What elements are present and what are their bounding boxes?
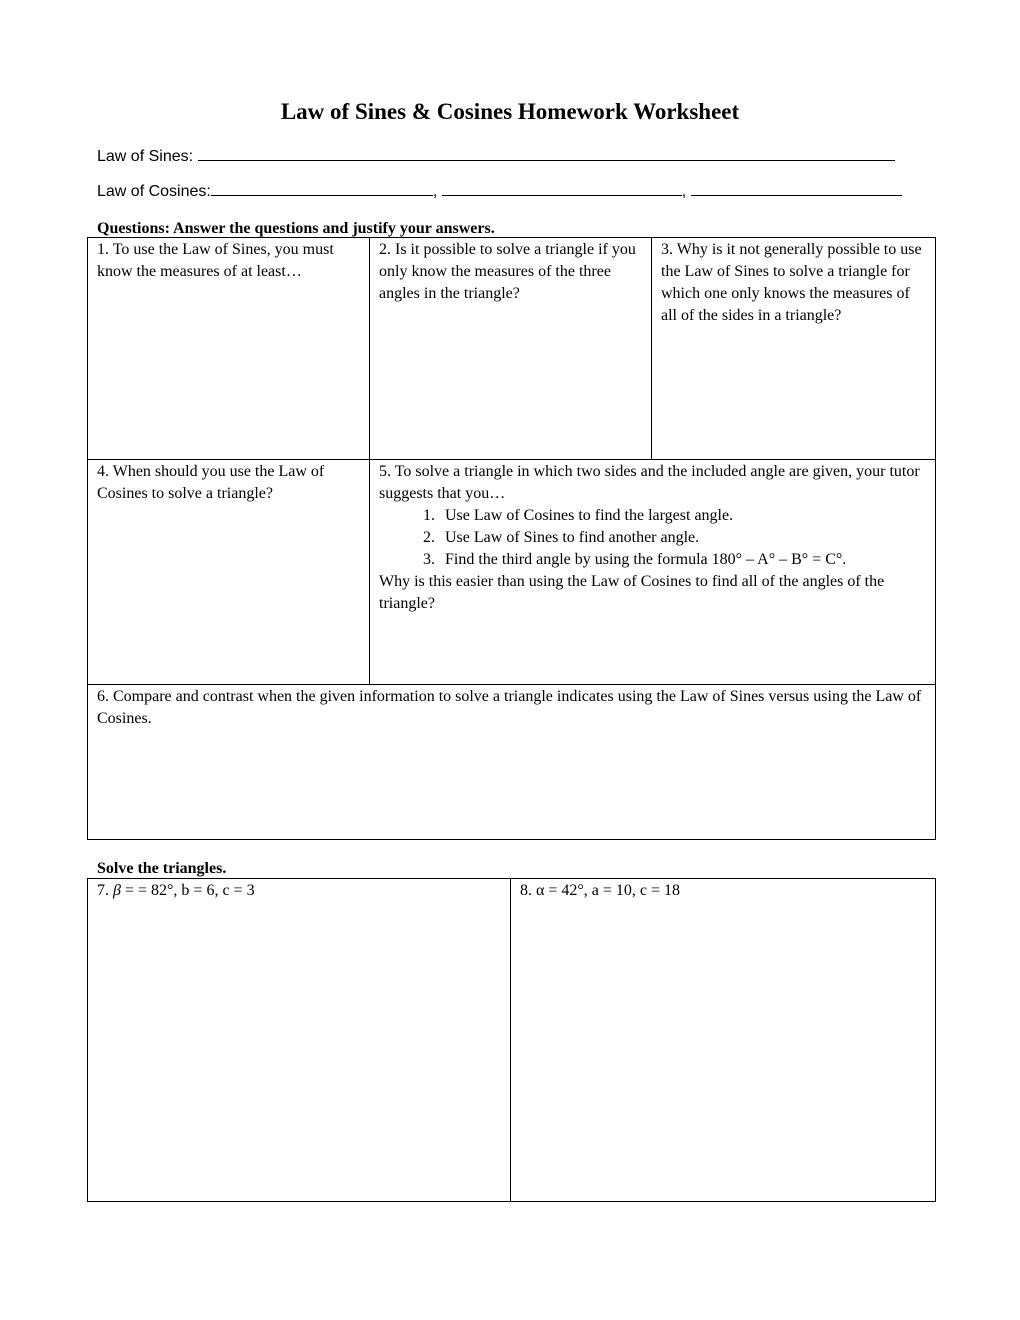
question-5-steps	[379, 505, 926, 571]
questions-table	[87, 237, 936, 840]
law-of-cosines-blank-1[interactable]	[211, 180, 433, 196]
law-of-cosines-blank-2[interactable]	[442, 180, 682, 196]
question-5-intro: 5. To solve a triangle in which two sides and the included angle are given, your tutor suggests that you…	[379, 463, 920, 502]
law-of-sines-blank[interactable]	[198, 145, 895, 161]
question-4-text: 4. When should you use the Law of Cosines to solve a triangle?	[97, 463, 325, 502]
law-of-cosines-separator: ,	[432, 183, 442, 200]
question-3-cell[interactable]	[652, 238, 936, 460]
question-5-step: 2. Use Law of Sines to find another angle.	[439, 527, 926, 549]
law-of-sines-label: Law of Sines:	[97, 148, 198, 165]
question-4-cell[interactable]	[88, 460, 370, 685]
problem-7-number: 7.	[97, 882, 113, 899]
questions-row-2	[88, 460, 936, 685]
problem-8-cell[interactable]	[511, 879, 936, 1202]
law-of-cosines-separator: ,	[681, 183, 691, 200]
questions-heading: Questions: Answer the questions and justify your answers.	[97, 220, 495, 237]
problem-7-givens: = = 82°, b = 6, c = 3	[120, 882, 255, 899]
question-6-cell[interactable]	[88, 685, 936, 840]
worksheet-title: Law of Sines & Cosines Homework Worksheet	[280, 99, 740, 124]
beta-symbol: β	[113, 882, 121, 899]
question-6-text: 6. Compare and contrast when the given information to solve a triangle indicates using the Law of Sines versus using the Law of Cosines.	[97, 688, 922, 727]
question-3-text: 3. Why is it not generally possible to use the Law of Sines to solve a triangle for which one only knows the measures of all of the sides in a triangle?	[661, 241, 922, 324]
problem-7-cell[interactable]	[88, 879, 511, 1202]
law-of-cosines-line	[97, 180, 902, 202]
question-5-step: 1. Use Law of Cosines to find the largest angle.	[439, 505, 926, 527]
problem-8-text: 8. α = 42°, a = 10, c = 18	[520, 882, 681, 899]
question-5-closing: Why is this easier than using the Law of Cosines to find all of the angles of the triangle?	[379, 573, 885, 612]
problems-table	[87, 878, 936, 1202]
law-of-cosines-label: Law of Cosines:	[97, 183, 211, 200]
question-2-cell[interactable]	[370, 238, 652, 460]
question-1-text: 1. To use the Law of Sines, you must know the measures of at least…	[97, 241, 334, 280]
question-1-cell[interactable]	[88, 238, 370, 460]
law-of-cosines-blank-3[interactable]	[691, 180, 902, 196]
questions-row-1	[88, 238, 936, 460]
problems-row	[88, 879, 936, 1202]
question-5-cell[interactable]	[370, 460, 936, 685]
question-2-text: 2. Is it possible to solve a triangle if you only know the measures of the three angles in the triangle?	[379, 241, 636, 302]
law-of-sines-line	[97, 145, 895, 167]
solve-heading: Solve the triangles.	[97, 860, 227, 877]
question-5-step: 3. Find the third angle by using the formula 180° – A° – B° = C°.	[439, 549, 926, 571]
questions-row-3	[88, 685, 936, 840]
